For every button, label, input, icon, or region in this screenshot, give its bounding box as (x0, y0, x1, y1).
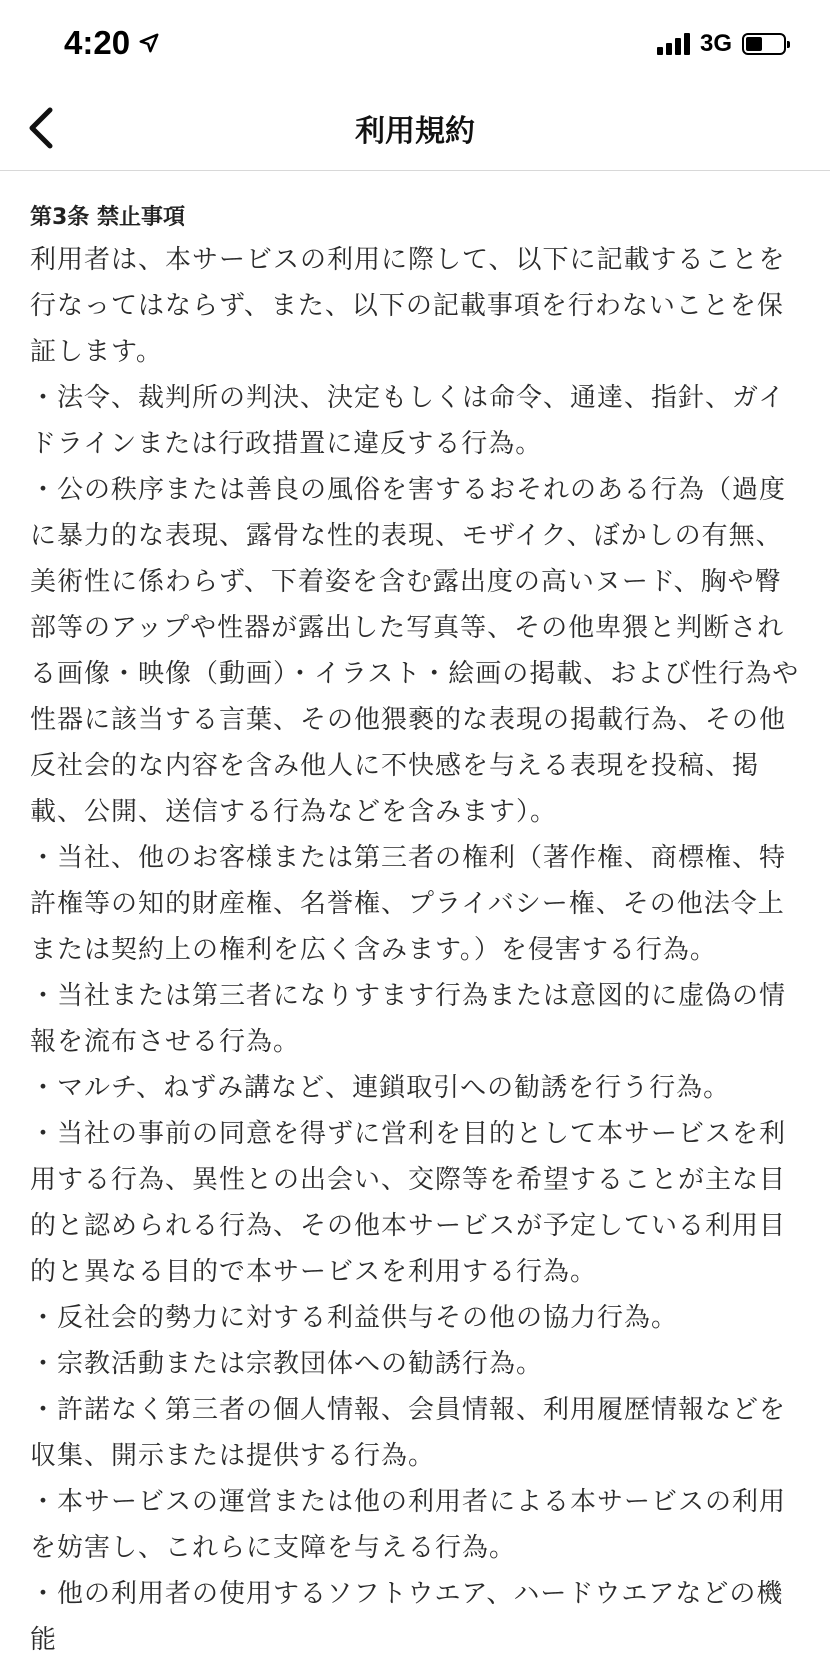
list-item: ・本サービスの運営または他の利用者による本サービスの利用を妨害し、これらに支障を与える行為。 (30, 1487, 787, 1563)
network-type: 3G (699, 30, 732, 57)
list-item: ・宗教活動または宗教団体への勧誘行為。 (30, 1349, 544, 1379)
status-time (64, 24, 160, 62)
terms-content[interactable] (0, 171, 830, 1663)
list-item: ・公の秩序または善良の風俗を害するおそれのある行為（過度に暴力的な表現、露骨な性的表現、モザイク、ぼかしの有無、美術性に係わらず、下着姿を含む露出度の高いヌード、胸や臀部等のアップや性器が露出した写真等、その他卑猥と判断される画像・映像（動画）・イラスト・絵画の掲載、および性行為や性器に該当する言葉、その他猥褻的な表現の掲載行為、その他反社会的な内容を含み他人に不快感を与える表現を投稿、掲載、公開、送信する行為などを含みます）。 (30, 475, 800, 827)
list-item: ・反社会的勢力に対する利益供与その他の協力行為。 (30, 1303, 679, 1333)
battery-icon (742, 33, 786, 55)
list-item: ・当社、他のお客様または第三者の権利（著作権、商標権、特許権等の知的財産権、名誉権、プライバシー権、その他法令上または契約上の権利を広く含みます。）を侵害する行為。 (30, 843, 787, 965)
paragraph-intro: 利用者は、本サービスの利用に際して、以下に記載することを行なってはならず、また、以下の記載事項を行わないことを保証します。 (30, 245, 786, 367)
list-item: ・マルチ、ねずみ講など、連鎖取引への勧誘を行う行為。 (30, 1073, 731, 1103)
navigation-bar (0, 92, 830, 171)
cellular-signal-icon (657, 33, 690, 55)
time-text: 4:20 (64, 24, 131, 61)
battery-fill (746, 37, 762, 51)
status-bar (0, 0, 830, 92)
location-arrow-icon (138, 32, 160, 54)
list-item: ・当社または第三者になりすます行為または意図的に虚偽の情報を流布させる行為。 (30, 981, 787, 1057)
section-heading: 第3条 禁止事項 (30, 205, 185, 230)
list-item: ・他の利用者の使用するソフトウエア、ハードウエアなどの機能 (30, 1579, 784, 1655)
page-title: 利用規約 (355, 114, 475, 149)
status-indicators (657, 30, 786, 58)
list-item: ・許諾なく第三者の個人情報、会員情報、利用履歴情報などを収集、開示または提供する行為。 (30, 1395, 787, 1471)
list-item: ・法令、裁判所の判決、決定もしくは命令、通達、指針、ガイドラインまたは行政措置に違反する行為。 (30, 383, 786, 459)
list-item: ・当社の事前の同意を得ずに営利を目的として本サービスを利用する行為、異性との出会い、交際等を希望することが主な目的と認められる行為、その他本サービスが予定している利用目的と異なる目的で本サービスを利用する行為。 (30, 1119, 787, 1287)
